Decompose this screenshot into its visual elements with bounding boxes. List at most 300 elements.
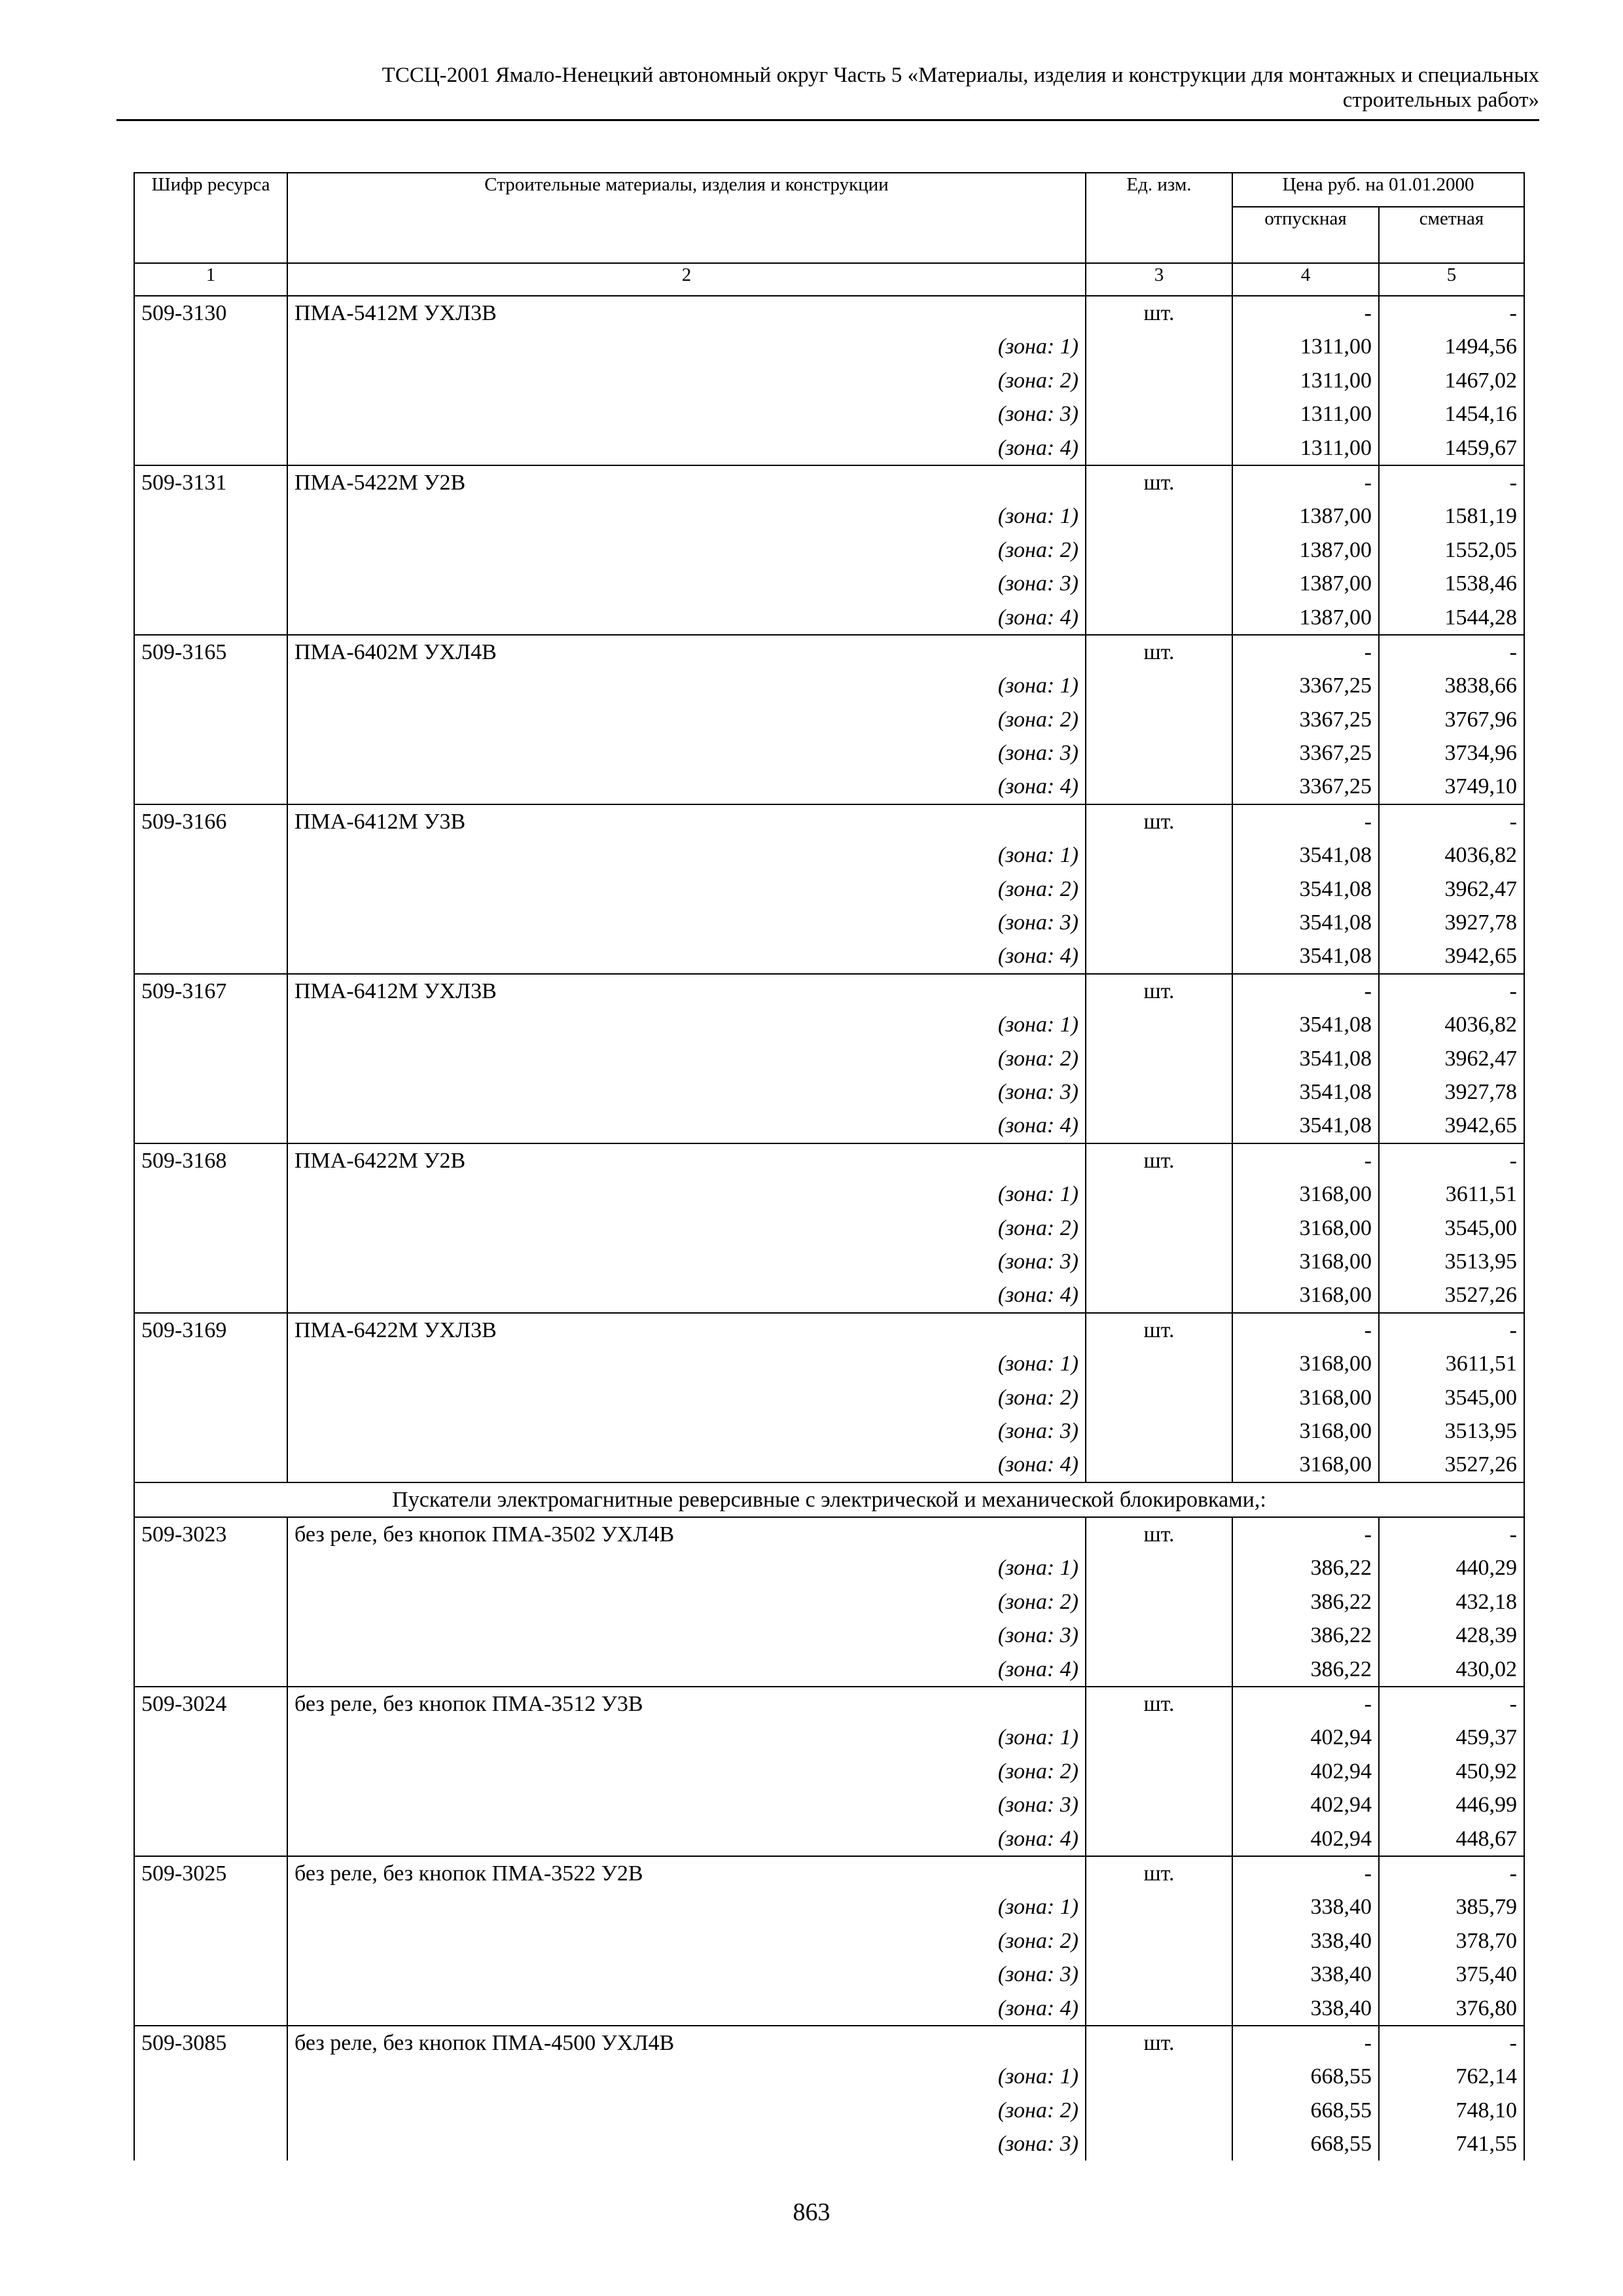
- resource-row: [134, 296, 1524, 330]
- resource-name: ПМА-6412М У3В: [287, 804, 1086, 838]
- empty-unit-cell: [1086, 1177, 1232, 1211]
- resource-name: без реле, без кнопок ПМА-3502 УХЛ4В: [287, 1517, 1086, 1551]
- zone-row: [134, 1619, 1524, 1652]
- estimate-price: 3942,65: [1379, 939, 1524, 973]
- estimate-price: 3749,10: [1379, 770, 1524, 804]
- empty-code-cell: [134, 533, 287, 567]
- estimate-price: 3545,00: [1379, 1381, 1524, 1414]
- zone-label: (зона: 4): [287, 1448, 1086, 1482]
- page-number: 863: [793, 2198, 830, 2226]
- empty-code-cell: [134, 601, 287, 635]
- empty-unit-cell: [1086, 330, 1232, 363]
- release-price: 1387,00: [1232, 567, 1379, 600]
- zone-row: [134, 872, 1524, 906]
- column-number: 1: [134, 263, 287, 296]
- header-name: Строительные материалы, изделия и конструкции: [287, 173, 1086, 263]
- resource-code: 509-3169: [134, 1313, 287, 1347]
- empty-unit-cell: [1086, 703, 1232, 736]
- empty-unit-cell: [1086, 1653, 1232, 1687]
- zone-label: (зона: 4): [287, 1992, 1086, 2026]
- empty-code-cell: [134, 2094, 287, 2127]
- estimate-price: -: [1379, 296, 1524, 330]
- estimate-price: 385,79: [1379, 1890, 1524, 1924]
- unit-cell: шт.: [1086, 1143, 1232, 1177]
- empty-unit-cell: [1086, 939, 1232, 973]
- empty-code-cell: [134, 2060, 287, 2093]
- resource-code: 509-3085: [134, 2026, 287, 2060]
- release-price: 668,55: [1232, 2127, 1379, 2161]
- zone-row: [134, 431, 1524, 465]
- empty-unit-cell: [1086, 1890, 1232, 1924]
- unit-cell: шт.: [1086, 1687, 1232, 1721]
- column-number: 5: [1379, 263, 1524, 296]
- empty-unit-cell: [1086, 2060, 1232, 2093]
- empty-code-cell: [134, 1245, 287, 1278]
- zone-label: (зона: 3): [287, 2127, 1086, 2161]
- zone-row: [134, 1448, 1524, 1482]
- empty-code-cell: [134, 431, 287, 465]
- resource-code: 509-3130: [134, 296, 287, 330]
- release-price: 3541,08: [1232, 1109, 1379, 1143]
- empty-unit-cell: [1086, 838, 1232, 872]
- resource-name: без реле, без кнопок ПМА-3512 У3В: [287, 1687, 1086, 1721]
- empty-code-cell: [134, 1551, 287, 1585]
- empty-unit-cell: [1086, 1414, 1232, 1448]
- empty-unit-cell: [1086, 1585, 1232, 1619]
- header-line-2: строительных работ»: [1342, 88, 1539, 112]
- resource-code: 509-3168: [134, 1143, 287, 1177]
- unit-cell: шт.: [1086, 296, 1232, 330]
- zone-label: (зона: 1): [287, 1890, 1086, 1924]
- zone-label: (зона: 1): [287, 1551, 1086, 1585]
- zone-label: (зона: 1): [287, 1177, 1086, 1211]
- empty-unit-cell: [1086, 397, 1232, 431]
- empty-unit-cell: [1086, 567, 1232, 600]
- release-price: 3168,00: [1232, 1381, 1379, 1414]
- empty-unit-cell: [1086, 1992, 1232, 2026]
- empty-code-cell: [134, 2127, 287, 2161]
- estimate-price: 1552,05: [1379, 533, 1524, 567]
- empty-unit-cell: [1086, 601, 1232, 635]
- resource-code: 509-3023: [134, 1517, 287, 1551]
- empty-unit-cell: [1086, 1109, 1232, 1143]
- empty-code-cell: [134, 770, 287, 804]
- zone-row: [134, 1211, 1524, 1245]
- estimate-price: -: [1379, 1313, 1524, 1347]
- release-price: 3367,25: [1232, 669, 1379, 702]
- zone-row: [134, 1414, 1524, 1448]
- zone-row: [134, 2094, 1524, 2127]
- resource-row: [134, 1313, 1524, 1347]
- release-price: 3541,08: [1232, 906, 1379, 939]
- estimate-price: 3767,96: [1379, 703, 1524, 736]
- empty-code-cell: [134, 1619, 287, 1652]
- zone-label: (зона: 2): [287, 1042, 1086, 1075]
- zone-label: (зона: 4): [287, 1109, 1086, 1143]
- release-price: -: [1232, 1517, 1379, 1551]
- empty-code-cell: [134, 1381, 287, 1414]
- release-price: 1311,00: [1232, 397, 1379, 431]
- empty-code-cell: [134, 703, 287, 736]
- zone-label: (зона: 3): [287, 1788, 1086, 1821]
- zone-label: (зона: 4): [287, 601, 1086, 635]
- estimate-price: 459,37: [1379, 1721, 1524, 1754]
- empty-unit-cell: [1086, 1075, 1232, 1109]
- empty-code-cell: [134, 1008, 287, 1041]
- estimate-price: -: [1379, 465, 1524, 499]
- release-price: 3541,08: [1232, 838, 1379, 872]
- resource-name: без реле, без кнопок ПМА-3522 У2В: [287, 1856, 1086, 1890]
- zone-label: (зона: 3): [287, 906, 1086, 939]
- estimate-price: 375,40: [1379, 1958, 1524, 1991]
- zone-label: (зона: 2): [287, 533, 1086, 567]
- zone-row: [134, 2127, 1524, 2161]
- unit-cell: шт.: [1086, 635, 1232, 669]
- column-number: 4: [1232, 263, 1379, 296]
- release-price: 668,55: [1232, 2094, 1379, 2127]
- release-price: 3168,00: [1232, 1448, 1379, 1482]
- estimate-price: 378,70: [1379, 1924, 1524, 1958]
- zone-label: (зона: 3): [287, 1245, 1086, 1278]
- release-price: 386,22: [1232, 1585, 1379, 1619]
- empty-unit-cell: [1086, 1551, 1232, 1585]
- unit-cell: шт.: [1086, 974, 1232, 1008]
- estimate-price: -: [1379, 974, 1524, 1008]
- zone-label: (зона: 2): [287, 872, 1086, 906]
- release-price: 668,55: [1232, 2060, 1379, 2093]
- zone-row: [134, 838, 1524, 872]
- empty-unit-cell: [1086, 1822, 1232, 1856]
- release-price: 3367,25: [1232, 770, 1379, 804]
- empty-unit-cell: [1086, 533, 1232, 567]
- release-price: -: [1232, 1143, 1379, 1177]
- header-price-group: Цена руб. на 01.01.2000: [1232, 173, 1524, 207]
- empty-code-cell: [134, 1042, 287, 1075]
- empty-code-cell: [134, 1278, 287, 1312]
- zone-row: [134, 1551, 1524, 1585]
- release-price: 402,94: [1232, 1822, 1379, 1856]
- zone-row: [134, 1381, 1524, 1414]
- empty-code-cell: [134, 906, 287, 939]
- estimate-price: 3527,26: [1379, 1448, 1524, 1482]
- zone-row: [134, 1788, 1524, 1821]
- release-price: 1311,00: [1232, 364, 1379, 397]
- zone-label: (зона: 2): [287, 1381, 1086, 1414]
- zone-row: [134, 703, 1524, 736]
- empty-unit-cell: [1086, 770, 1232, 804]
- empty-code-cell: [134, 397, 287, 431]
- empty-code-cell: [134, 1109, 287, 1143]
- estimate-price: -: [1379, 635, 1524, 669]
- zone-label: (зона: 3): [287, 1075, 1086, 1109]
- release-price: 3367,25: [1232, 703, 1379, 736]
- release-price: 338,40: [1232, 1992, 1379, 2026]
- zone-row: [134, 770, 1524, 804]
- zone-row: [134, 1042, 1524, 1075]
- estimate-price: 3927,78: [1379, 1075, 1524, 1109]
- zone-label: (зона: 4): [287, 1653, 1086, 1687]
- zone-row: [134, 1721, 1524, 1754]
- release-price: 3541,08: [1232, 1042, 1379, 1075]
- empty-code-cell: [134, 330, 287, 363]
- empty-unit-cell: [1086, 906, 1232, 939]
- zone-label: (зона: 1): [287, 838, 1086, 872]
- empty-code-cell: [134, 1653, 287, 1687]
- estimate-price: 440,29: [1379, 1551, 1524, 1585]
- empty-unit-cell: [1086, 499, 1232, 533]
- release-price: 3541,08: [1232, 1008, 1379, 1041]
- empty-code-cell: [134, 1924, 287, 1958]
- zone-label: (зона: 2): [287, 703, 1086, 736]
- zone-row: [134, 1653, 1524, 1687]
- zone-row: [134, 1924, 1524, 1958]
- zone-label: (зона: 1): [287, 1347, 1086, 1380]
- release-price: 402,94: [1232, 1755, 1379, 1788]
- unit-cell: шт.: [1086, 804, 1232, 838]
- empty-code-cell: [134, 872, 287, 906]
- resource-code: 509-3165: [134, 635, 287, 669]
- zone-row: [134, 1992, 1524, 2026]
- header-release-price: отпускная: [1232, 207, 1379, 263]
- empty-unit-cell: [1086, 1755, 1232, 1788]
- unit-cell: шт.: [1086, 1517, 1232, 1551]
- estimate-price: -: [1379, 1517, 1524, 1551]
- header-unit: Ед. изм.: [1086, 173, 1232, 263]
- empty-unit-cell: [1086, 2094, 1232, 2127]
- release-price: -: [1232, 465, 1379, 499]
- header-code: Шифр ресурса: [134, 173, 287, 263]
- estimate-price: -: [1379, 1143, 1524, 1177]
- estimate-price: 1538,46: [1379, 567, 1524, 600]
- empty-unit-cell: [1086, 2127, 1232, 2161]
- release-price: 3168,00: [1232, 1177, 1379, 1211]
- zone-row: [134, 939, 1524, 973]
- resource-name: ПМА-6422М УХЛ3В: [287, 1313, 1086, 1347]
- zone-label: (зона: 4): [287, 1822, 1086, 1856]
- resource-row: [134, 465, 1524, 499]
- resource-row: [134, 974, 1524, 1008]
- release-price: -: [1232, 1313, 1379, 1347]
- estimate-price: 430,02: [1379, 1653, 1524, 1687]
- empty-code-cell: [134, 1211, 287, 1245]
- estimate-price: 4036,82: [1379, 838, 1524, 872]
- empty-code-cell: [134, 1585, 287, 1619]
- resource-name: ПМА-6412М УХЛ3В: [287, 974, 1086, 1008]
- release-price: 3168,00: [1232, 1414, 1379, 1448]
- zone-label: (зона: 1): [287, 669, 1086, 702]
- release-price: 3168,00: [1232, 1278, 1379, 1312]
- empty-code-cell: [134, 567, 287, 600]
- zone-row: [134, 567, 1524, 600]
- zone-label: (зона: 2): [287, 1585, 1086, 1619]
- estimate-price: 3942,65: [1379, 1109, 1524, 1143]
- empty-code-cell: [134, 1721, 287, 1754]
- empty-unit-cell: [1086, 1381, 1232, 1414]
- zone-label: (зона: 1): [287, 1721, 1086, 1754]
- release-price: 338,40: [1232, 1958, 1379, 1991]
- resource-code: 509-3024: [134, 1687, 287, 1721]
- zone-row: [134, 1890, 1524, 1924]
- resource-code: 509-3166: [134, 804, 287, 838]
- zone-row: [134, 906, 1524, 939]
- zone-label: (зона: 3): [287, 1414, 1086, 1448]
- empty-unit-cell: [1086, 872, 1232, 906]
- empty-unit-cell: [1086, 1721, 1232, 1754]
- estimate-price: -: [1379, 2026, 1524, 2060]
- empty-unit-cell: [1086, 669, 1232, 702]
- estimate-price: 446,99: [1379, 1788, 1524, 1821]
- empty-code-cell: [134, 1958, 287, 1991]
- estimate-price: 450,92: [1379, 1755, 1524, 1788]
- unit-cell: шт.: [1086, 1856, 1232, 1890]
- resource-row: [134, 2026, 1524, 2060]
- empty-code-cell: [134, 939, 287, 973]
- resource-code: 509-3167: [134, 974, 287, 1008]
- estimate-price: 3611,51: [1379, 1177, 1524, 1211]
- zone-row: [134, 1822, 1524, 1856]
- estimate-price: 4036,82: [1379, 1008, 1524, 1041]
- zone-label: (зона: 2): [287, 1924, 1086, 1958]
- zone-row: [134, 1008, 1524, 1041]
- resource-name: без реле, без кнопок ПМА-4500 УХЛ4В: [287, 2026, 1086, 2060]
- estimate-price: 3838,66: [1379, 669, 1524, 702]
- estimate-price: 432,18: [1379, 1585, 1524, 1619]
- resource-code: 509-3131: [134, 465, 287, 499]
- zone-label: (зона: 1): [287, 1008, 1086, 1041]
- zone-label: (зона: 1): [287, 499, 1086, 533]
- zone-label: (зона: 1): [287, 330, 1086, 363]
- zone-row: [134, 1585, 1524, 1619]
- zone-row: [134, 669, 1524, 702]
- release-price: -: [1232, 296, 1379, 330]
- estimate-price: 3734,96: [1379, 736, 1524, 770]
- estimate-price: 3545,00: [1379, 1211, 1524, 1245]
- estimate-price: 428,39: [1379, 1619, 1524, 1652]
- empty-unit-cell: [1086, 1788, 1232, 1821]
- empty-code-cell: [134, 1448, 287, 1482]
- empty-code-cell: [134, 1822, 287, 1856]
- estimate-price: 3527,26: [1379, 1278, 1524, 1312]
- release-price: 1311,00: [1232, 431, 1379, 465]
- empty-unit-cell: [1086, 1619, 1232, 1652]
- empty-code-cell: [134, 364, 287, 397]
- zone-row: [134, 1075, 1524, 1109]
- resource-row: [134, 1517, 1524, 1551]
- price-table: [134, 172, 1525, 2161]
- empty-unit-cell: [1086, 1924, 1232, 1958]
- resource-row: [134, 635, 1524, 669]
- empty-unit-cell: [1086, 431, 1232, 465]
- release-price: 1387,00: [1232, 533, 1379, 567]
- release-price: -: [1232, 1687, 1379, 1721]
- group-heading: Пускатели электромагнитные реверсивные с электрической и механической блокировками,:: [134, 1482, 1524, 1517]
- zone-row: [134, 1347, 1524, 1380]
- zone-label: (зона: 3): [287, 397, 1086, 431]
- zone-row: [134, 601, 1524, 635]
- zone-label: (зона: 2): [287, 364, 1086, 397]
- empty-code-cell: [134, 1788, 287, 1821]
- release-price: 3168,00: [1232, 1245, 1379, 1278]
- zone-row: [134, 2060, 1524, 2093]
- estimate-price: 1459,67: [1379, 431, 1524, 465]
- zone-label: (зона: 3): [287, 1958, 1086, 1991]
- zone-row: [134, 364, 1524, 397]
- zone-row: [134, 1109, 1524, 1143]
- empty-code-cell: [134, 1075, 287, 1109]
- zone-row: [134, 1177, 1524, 1211]
- zone-label: (зона: 2): [287, 1211, 1086, 1245]
- empty-code-cell: [134, 1755, 287, 1788]
- zone-row: [134, 1755, 1524, 1788]
- zone-row: [134, 1278, 1524, 1312]
- estimate-price: -: [1379, 1856, 1524, 1890]
- zone-row: [134, 1245, 1524, 1278]
- empty-unit-cell: [1086, 736, 1232, 770]
- empty-unit-cell: [1086, 1278, 1232, 1312]
- empty-unit-cell: [1086, 1245, 1232, 1278]
- header-estimate-price: сметная: [1379, 207, 1524, 263]
- empty-code-cell: [134, 1890, 287, 1924]
- empty-code-cell: [134, 1177, 287, 1211]
- empty-unit-cell: [1086, 364, 1232, 397]
- release-price: 3541,08: [1232, 939, 1379, 973]
- zone-row: [134, 736, 1524, 770]
- release-price: 386,22: [1232, 1653, 1379, 1687]
- resource-name: ПМА-6422М У2В: [287, 1143, 1086, 1177]
- release-price: 1387,00: [1232, 499, 1379, 533]
- zone-label: (зона: 4): [287, 770, 1086, 804]
- empty-code-cell: [134, 1414, 287, 1448]
- estimate-price: -: [1379, 1687, 1524, 1721]
- zone-row: [134, 330, 1524, 363]
- resource-row: [134, 1856, 1524, 1890]
- release-price: 3541,08: [1232, 1075, 1379, 1109]
- zone-label: (зона: 4): [287, 431, 1086, 465]
- column-number: 3: [1086, 263, 1232, 296]
- release-price: 402,94: [1232, 1788, 1379, 1821]
- empty-code-cell: [134, 1992, 287, 2026]
- estimate-price: 3927,78: [1379, 906, 1524, 939]
- zone-row: [134, 533, 1524, 567]
- empty-code-cell: [134, 499, 287, 533]
- estimate-price: 762,14: [1379, 2060, 1524, 2093]
- estimate-price: 376,80: [1379, 1992, 1524, 2026]
- estimate-price: 3513,95: [1379, 1414, 1524, 1448]
- release-price: 338,40: [1232, 1890, 1379, 1924]
- header-line-1: ТССЦ-2001 Ямало-Ненецкий автономный округ Часть 5 «Материалы, изделия и конструкции для монтажных и специальных: [382, 63, 1539, 87]
- zone-row: [134, 1958, 1524, 1991]
- estimate-price: -: [1379, 804, 1524, 838]
- release-price: 402,94: [1232, 1721, 1379, 1754]
- zone-label: (зона: 4): [287, 939, 1086, 973]
- estimate-price: 3611,51: [1379, 1347, 1524, 1380]
- release-price: 3367,25: [1232, 736, 1379, 770]
- zone-label: (зона: 3): [287, 1619, 1086, 1652]
- resource-name: ПМА-5412М УХЛ3В: [287, 296, 1086, 330]
- zone-row: [134, 499, 1524, 533]
- release-price: 1387,00: [1232, 601, 1379, 635]
- estimate-price: 1581,19: [1379, 499, 1524, 533]
- release-price: 386,22: [1232, 1619, 1379, 1652]
- resource-row: [134, 1687, 1524, 1721]
- release-price: 3168,00: [1232, 1347, 1379, 1380]
- release-price: 3541,08: [1232, 872, 1379, 906]
- empty-unit-cell: [1086, 1042, 1232, 1075]
- header-rule: [116, 119, 1539, 121]
- resource-name: ПМА-6402М УХЛ4В: [287, 635, 1086, 669]
- zone-label: (зона: 2): [287, 1755, 1086, 1788]
- empty-code-cell: [134, 1347, 287, 1380]
